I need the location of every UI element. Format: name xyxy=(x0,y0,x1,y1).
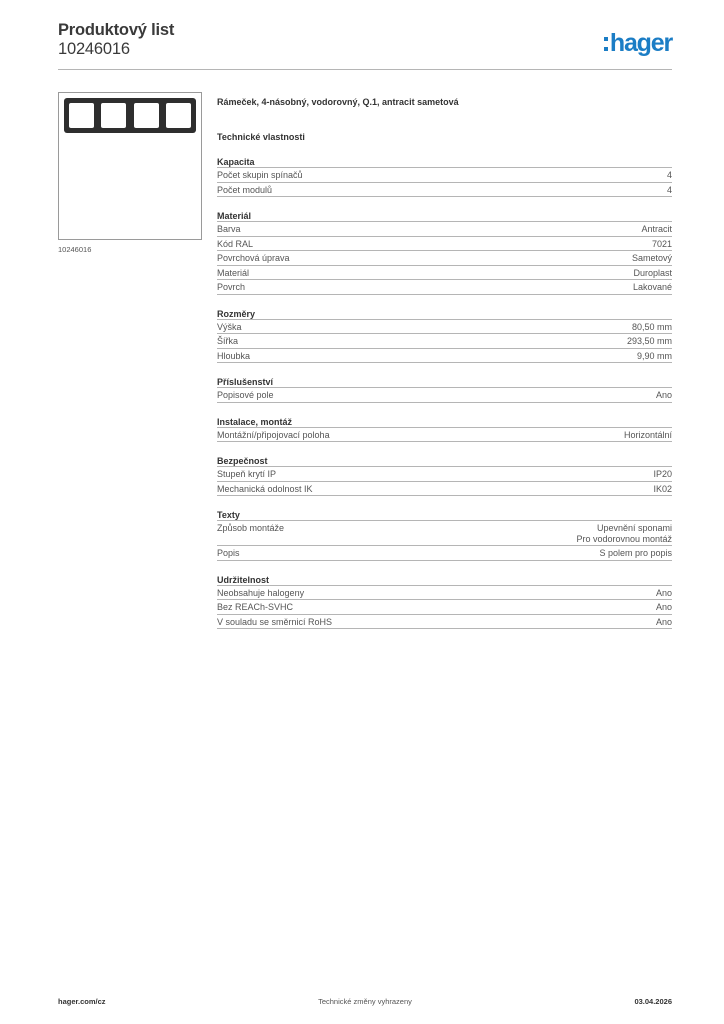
spec-group-title: Materiál xyxy=(217,210,672,222)
spec-label: Montážní/připojovací poloha xyxy=(217,429,330,440)
header-divider xyxy=(58,69,672,70)
spec-value-line: Ano xyxy=(655,616,672,627)
spec-value-line: 293,50 mm xyxy=(626,336,672,346)
spec-value-line: Lakované xyxy=(632,282,672,292)
footer-website-link[interactable]: hager.com/cz xyxy=(58,997,106,1006)
spec-row xyxy=(217,428,672,443)
spec-row xyxy=(217,183,672,198)
spec-value-line: 4 xyxy=(666,170,672,180)
spec-value xyxy=(632,322,672,333)
spec-group xyxy=(217,509,672,561)
spec-group xyxy=(217,376,672,403)
product-image-caption: 10246016 xyxy=(58,245,92,254)
spec-value xyxy=(656,617,672,628)
spec-group xyxy=(217,574,672,630)
spec-value-line: IP20 xyxy=(653,469,672,479)
hager-logo xyxy=(604,28,672,58)
spec-value xyxy=(656,588,672,599)
spec-value-line: Duroplast xyxy=(633,267,672,278)
spec-row xyxy=(217,168,672,183)
spec-value xyxy=(667,170,672,181)
spec-value xyxy=(632,253,672,264)
spec-groups xyxy=(217,156,672,629)
frame-4-gang-icon xyxy=(64,98,196,133)
section-title: Technické vlastnosti xyxy=(217,132,305,142)
spec-row xyxy=(217,482,672,497)
spec-value xyxy=(656,602,672,613)
document-number: 10246016 xyxy=(58,40,130,58)
spec-value xyxy=(652,239,672,250)
spec-group-title: Příslušenství xyxy=(217,376,672,388)
spec-value-line: Antracit xyxy=(641,224,672,234)
spec-group xyxy=(217,210,672,295)
spec-label: Hloubka xyxy=(217,350,251,361)
spec-value-line: Ano xyxy=(655,587,672,598)
spec-row xyxy=(217,467,672,482)
spec-row xyxy=(217,521,672,546)
spec-row xyxy=(217,237,672,252)
spec-row xyxy=(217,280,672,295)
spec-row xyxy=(217,600,672,615)
spec-label: Kód RAL xyxy=(217,238,254,249)
spec-row xyxy=(217,334,672,349)
spec-group xyxy=(217,416,672,443)
spec-value xyxy=(633,282,672,293)
spec-label: Stupeň krytí IP xyxy=(217,469,277,479)
spec-row xyxy=(217,615,672,630)
spec-value-line: IK02 xyxy=(653,483,672,494)
spec-value xyxy=(624,430,672,441)
spec-value xyxy=(599,548,672,559)
spec-group-title: Kapacita xyxy=(217,156,672,168)
spec-value xyxy=(637,351,672,362)
spec-label: Popis xyxy=(217,548,240,558)
spec-value-line: Ano xyxy=(655,602,672,612)
logo-text: hager xyxy=(609,29,672,57)
spec-group xyxy=(217,308,672,364)
spec-group-title: Bezpečnost xyxy=(217,455,672,467)
spec-label: Výška xyxy=(217,321,242,332)
spec-label: Mechanická odolnost IK xyxy=(217,483,313,494)
spec-label: Způsob montáže xyxy=(217,523,285,533)
spec-group xyxy=(217,455,672,496)
spec-value-line: Upevnění sponami xyxy=(596,523,672,533)
spec-label: Šířka xyxy=(217,336,239,346)
product-image xyxy=(58,92,202,240)
spec-label: Povrch xyxy=(217,282,246,292)
spec-value-line: Sametový xyxy=(631,253,672,263)
spec-row xyxy=(217,320,672,335)
spec-value xyxy=(653,484,672,495)
document-title: Produktový list xyxy=(58,21,175,39)
spec-row xyxy=(217,266,672,281)
spec-value-line: 9,90 mm xyxy=(636,350,672,361)
spec-label: Barva xyxy=(217,224,241,234)
spec-row xyxy=(217,388,672,403)
spec-value-line: S polem pro popis xyxy=(599,548,672,558)
logo-dots-icon xyxy=(604,37,608,51)
spec-value-line: Horizontální xyxy=(623,429,672,440)
spec-row xyxy=(217,349,672,364)
spec-value-line: 7021 xyxy=(651,238,672,249)
spec-group-title: Rozměry xyxy=(217,308,672,320)
spec-row xyxy=(217,251,672,266)
spec-label: Bez REACh-SVHC xyxy=(217,602,294,612)
footer-disclaimer: Technické změny vyhrazeny xyxy=(318,997,412,1006)
spec-label: Počet skupin spínačů xyxy=(217,170,303,180)
spec-value-line: 80,50 mm xyxy=(631,321,672,332)
spec-value-line: 4 xyxy=(666,184,672,195)
spec-value-line: Pro vodorovnou montáž xyxy=(576,534,672,544)
spec-value xyxy=(667,185,672,196)
spec-label: Materiál xyxy=(217,267,250,278)
spec-value xyxy=(633,268,672,279)
spec-row xyxy=(217,586,672,601)
product-title: Rámeček, 4-násobný, vodorovný, Q.1, antracit sametová xyxy=(217,97,459,107)
page-header xyxy=(58,20,672,70)
spec-label: Povrchová úprava xyxy=(217,253,290,263)
footer-date: 03.04.2026 xyxy=(634,997,672,1006)
spec-label: V souladu se směrnicí RoHS xyxy=(217,616,333,627)
spec-label: Neobsahuje halogeny xyxy=(217,587,305,598)
spec-group xyxy=(217,156,672,197)
spec-row xyxy=(217,222,672,237)
spec-value xyxy=(641,224,672,235)
spec-group-title: Udržitelnost xyxy=(217,574,672,586)
spec-label: Počet modulů xyxy=(217,184,273,195)
spec-content xyxy=(217,96,672,629)
spec-value xyxy=(627,336,672,347)
spec-group-title: Instalace, montáž xyxy=(217,416,672,428)
spec-value-line: Ano xyxy=(655,390,672,400)
spec-group-title: Texty xyxy=(217,509,672,521)
spec-value xyxy=(576,523,672,545)
spec-value xyxy=(656,390,672,401)
spec-row xyxy=(217,546,672,561)
spec-value xyxy=(653,469,672,480)
spec-label: Popisové pole xyxy=(217,390,274,400)
